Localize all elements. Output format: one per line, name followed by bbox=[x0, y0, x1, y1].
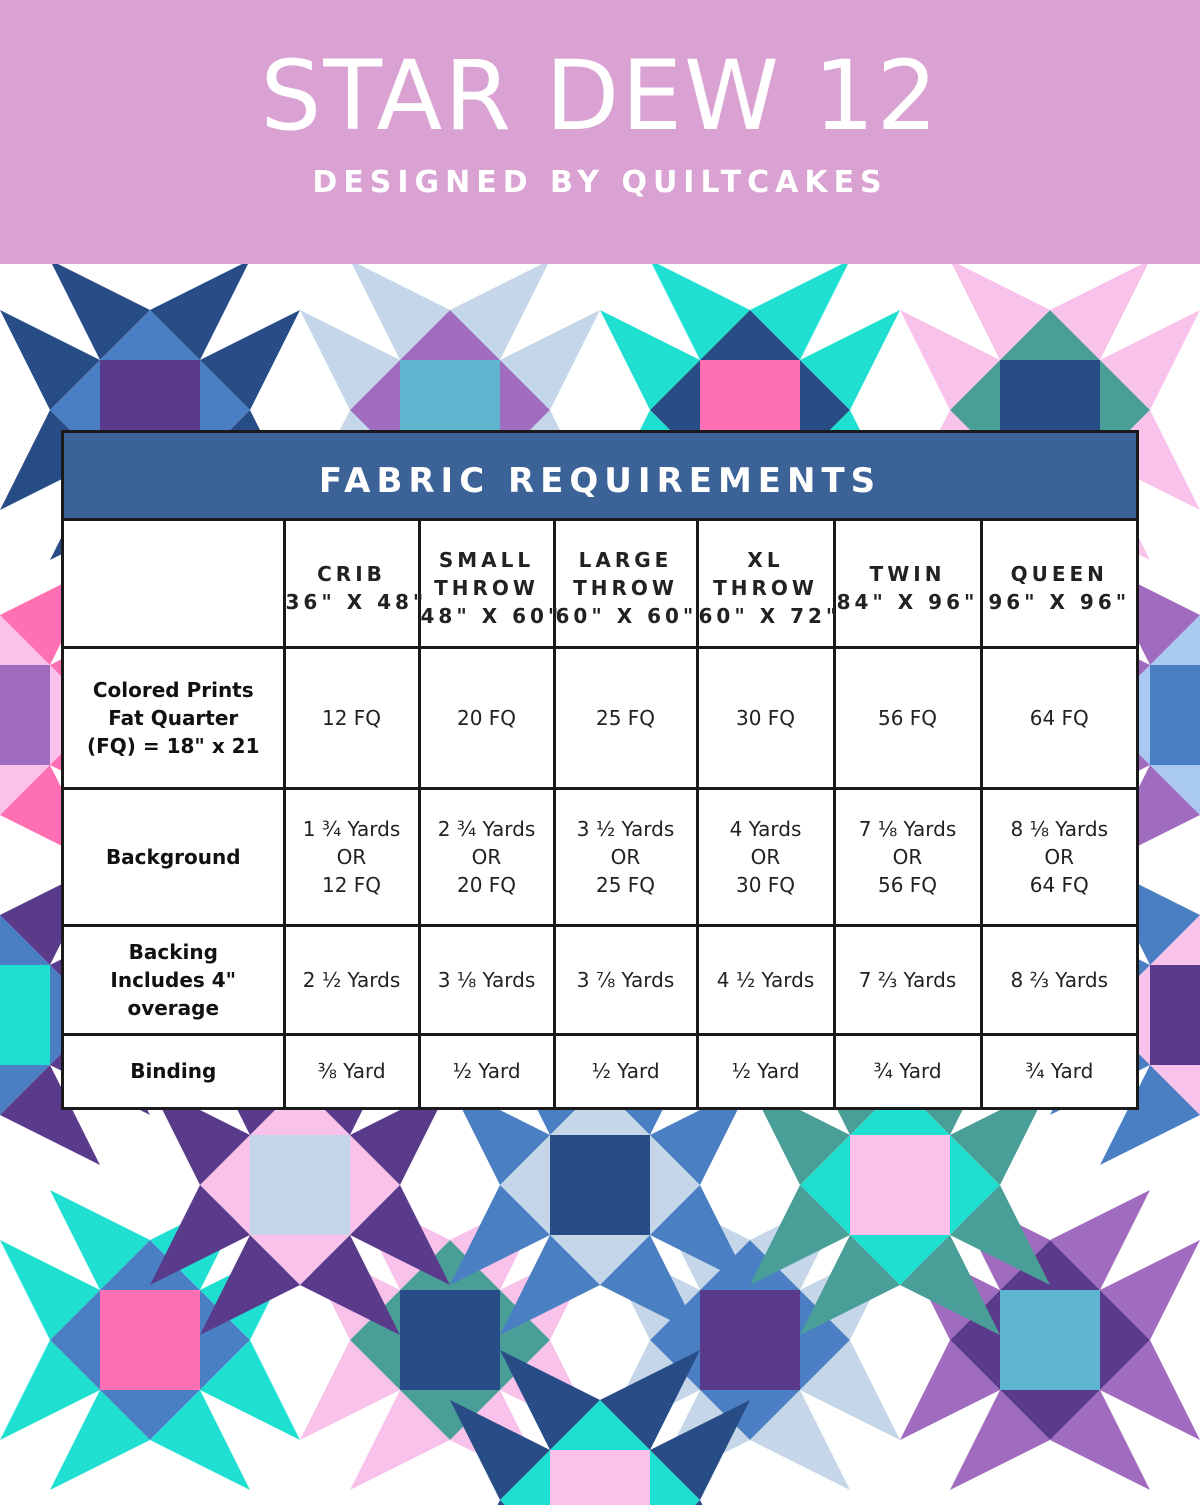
table-cell bbox=[697, 788, 834, 925]
row-label-line: Includes 4" overage bbox=[110, 967, 237, 1020]
row-label-line: (FQ) = 18" x 21 bbox=[86, 733, 260, 758]
cell-value: 56 FQ bbox=[877, 705, 938, 730]
quilt-patch bbox=[1150, 965, 1200, 1065]
quilt-patch bbox=[100, 1290, 200, 1390]
table-cell bbox=[554, 788, 697, 925]
fabric-requirements-table bbox=[61, 430, 1139, 1110]
table-cell bbox=[834, 788, 981, 925]
row-label-line: Fat Quarter bbox=[108, 705, 239, 730]
cell-value: 56 FQ bbox=[877, 872, 938, 897]
quilt-patch bbox=[700, 1290, 800, 1390]
cell-value: ⅜ Yard bbox=[317, 1059, 386, 1084]
row-label-line: Colored Prints bbox=[92, 677, 254, 702]
quilt-patch bbox=[1000, 1290, 1100, 1390]
quilt-patch bbox=[850, 1135, 950, 1235]
row-label-line: Background bbox=[105, 844, 241, 869]
row-label-line: Backing bbox=[128, 939, 218, 964]
table-cell bbox=[834, 647, 981, 788]
cell-value: 2 ½ Yards bbox=[302, 967, 401, 992]
cell-value: 30 FQ bbox=[735, 705, 796, 730]
size-name: THROW bbox=[434, 576, 539, 601]
quilt-patch bbox=[550, 1450, 650, 1505]
cell-value: OR bbox=[1044, 844, 1075, 869]
cell-value: OR bbox=[610, 844, 641, 869]
size-dimensions: 36" X 48" bbox=[285, 590, 428, 615]
cell-value: 20 FQ bbox=[456, 872, 517, 897]
quilt-patch bbox=[1150, 665, 1200, 765]
table-cell bbox=[697, 1034, 834, 1107]
table-cell bbox=[554, 647, 697, 788]
cell-value: ¾ Yard bbox=[873, 1059, 942, 1084]
table-cell bbox=[981, 1034, 1136, 1107]
cell-value: 64 FQ bbox=[1029, 872, 1089, 897]
size-dimensions: 60" X 72" bbox=[698, 604, 841, 629]
cell-value: OR bbox=[892, 844, 923, 869]
size-name: TWIN bbox=[869, 562, 946, 587]
size-dimensions: 60" X 60" bbox=[555, 604, 698, 629]
table-cell bbox=[981, 788, 1136, 925]
size-column-header bbox=[284, 521, 428, 647]
size-name: QUEEN bbox=[1010, 562, 1108, 587]
quilt-patch bbox=[0, 665, 50, 765]
size-name: THROW bbox=[573, 576, 678, 601]
size-dimensions: 84" X 96" bbox=[836, 590, 979, 615]
size-name: THROW bbox=[713, 576, 818, 601]
table-cell bbox=[284, 788, 419, 925]
table-cell bbox=[834, 925, 981, 1034]
cell-value: 8 ⅛ Yards bbox=[1010, 816, 1109, 841]
table-row bbox=[64, 925, 1136, 1034]
table-cell bbox=[419, 647, 554, 788]
table-cell bbox=[834, 1034, 981, 1107]
row-label-line: Binding bbox=[130, 1059, 217, 1084]
cell-value: 64 FQ bbox=[1029, 705, 1089, 730]
size-name: CRIB bbox=[317, 562, 386, 587]
row-label bbox=[64, 1034, 284, 1107]
corner-cell bbox=[64, 521, 284, 647]
cell-value: 30 FQ bbox=[735, 872, 796, 897]
size-name: XL bbox=[747, 548, 784, 573]
cell-value: OR bbox=[336, 844, 367, 869]
cell-value: ¾ Yard bbox=[1025, 1059, 1094, 1084]
row-label bbox=[64, 647, 284, 788]
cell-value: 2 ¾ Yards bbox=[437, 816, 536, 841]
table-cell bbox=[697, 647, 834, 788]
cell-value: ½ Yard bbox=[452, 1059, 521, 1084]
cell-value: 7 ⅔ Yards bbox=[858, 967, 957, 992]
table-cell bbox=[284, 647, 419, 788]
table-cell bbox=[419, 925, 554, 1034]
size-name: LARGE bbox=[578, 548, 673, 573]
size-dimensions: 48" X 60" bbox=[420, 604, 563, 629]
cell-value: 7 ⅛ Yards bbox=[858, 816, 957, 841]
row-label bbox=[64, 925, 284, 1034]
quilt-patch bbox=[550, 1135, 650, 1235]
cell-value: 25 FQ bbox=[595, 705, 656, 730]
table-cell bbox=[419, 1034, 554, 1107]
size-column-header bbox=[697, 521, 841, 647]
quilt-patch bbox=[400, 1290, 500, 1390]
table-cell bbox=[981, 647, 1136, 788]
table-row bbox=[64, 1034, 1136, 1107]
table-title: FABRIC REQUIREMENTS bbox=[64, 433, 1136, 521]
designer-subtitle: DESIGNED BY QUILTCAKES bbox=[312, 165, 888, 200]
cell-value: ½ Yard bbox=[591, 1059, 660, 1084]
cell-value: ½ Yard bbox=[731, 1059, 800, 1084]
size-name: SMALL bbox=[438, 548, 535, 573]
table-cell bbox=[419, 788, 554, 925]
size-column-header bbox=[419, 521, 563, 647]
cell-value: 3 ⅞ Yards bbox=[576, 967, 675, 992]
table-body bbox=[64, 647, 1136, 1107]
cell-value: 4 Yards bbox=[729, 816, 802, 841]
size-column-header bbox=[981, 521, 1136, 647]
table-row bbox=[64, 647, 1136, 788]
cell-value: 1 ¾ Yards bbox=[302, 816, 401, 841]
cell-value: 8 ⅔ Yards bbox=[1010, 967, 1109, 992]
row-label bbox=[64, 788, 284, 925]
size-header-row bbox=[64, 521, 1136, 647]
requirements-grid bbox=[64, 521, 1136, 1107]
cell-value: OR bbox=[750, 844, 781, 869]
cell-value: OR bbox=[471, 844, 502, 869]
header-banner bbox=[0, 0, 1200, 264]
cell-value: 3 ⅛ Yards bbox=[437, 967, 536, 992]
cell-value: 12 FQ bbox=[321, 872, 382, 897]
cell-value: 12 FQ bbox=[321, 705, 382, 730]
table-cell bbox=[697, 925, 834, 1034]
cell-value: 4 ½ Yards bbox=[716, 967, 815, 992]
table-cell bbox=[981, 925, 1136, 1034]
size-column-header bbox=[834, 521, 981, 647]
table-cell bbox=[284, 925, 419, 1034]
table-cell bbox=[284, 1034, 419, 1107]
page-title: STAR DEW 12 bbox=[260, 40, 940, 152]
cell-value: 20 FQ bbox=[456, 705, 517, 730]
quilt-patch bbox=[250, 1135, 350, 1235]
table-cell bbox=[554, 925, 697, 1034]
size-column-header bbox=[554, 521, 697, 647]
quilt-patch bbox=[0, 965, 50, 1065]
cell-value: 25 FQ bbox=[595, 872, 656, 897]
table-cell bbox=[554, 1034, 697, 1107]
cell-value: 3 ½ Yards bbox=[576, 816, 675, 841]
size-dimensions: 96" X 96" bbox=[988, 590, 1131, 615]
table-row bbox=[64, 788, 1136, 925]
